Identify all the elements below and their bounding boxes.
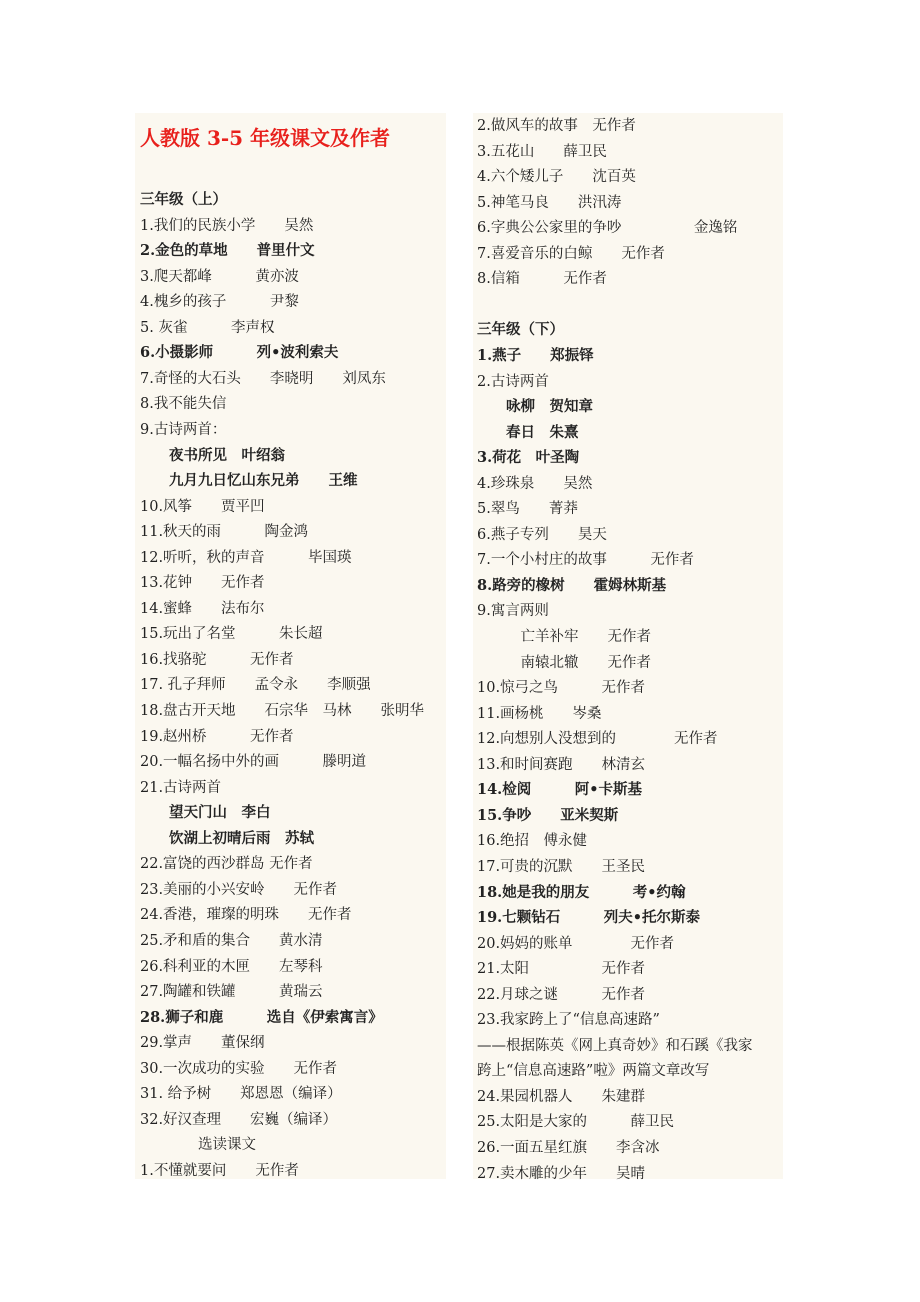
text-line: 8.路旁的橡树 霍姆林斯基 — [477, 576, 667, 594]
text-line: 17.可贵的沉默 王圣民 — [477, 858, 646, 875]
text-line: 望天门山 李白 — [140, 804, 271, 822]
text-line: 27.卖木雕的少年 吴晴 — [477, 1165, 646, 1182]
text-line: 5.神笔马良 洪汛涛 — [477, 194, 622, 211]
text-line: 29.掌声 董保纲 — [140, 1035, 265, 1052]
text-line: 12.听听，秋的声音 毕国瑛 — [140, 549, 352, 566]
text-line: 23.我家跨上了“信息高速路” — [477, 1012, 660, 1029]
text-line: 10.惊弓之鸟 无作者 — [477, 680, 646, 697]
text-line: 19.七颗钻石 列夫•托尔斯泰 — [477, 909, 700, 927]
text-line: 30.一次成功的实验 无作者 — [140, 1060, 338, 1077]
text-line: 咏柳 贺知章 — [477, 398, 593, 416]
text-line: 25.太阳是大家的 薛卫民 — [477, 1114, 675, 1131]
text-line: 2.做风车的故事 无作者 — [477, 118, 636, 134]
text-line: 3.荷花 叶圣陶 — [477, 449, 580, 467]
text-line: 18.她是我的朋友 考•约翰 — [477, 883, 686, 901]
text-line: 亡羊补牢 无作者 — [477, 629, 651, 645]
text-line: 14.蜜蜂 法布尔 — [140, 600, 265, 617]
text-line: 8.我不能失信 — [140, 396, 227, 413]
text-line: 13.花钟 无作者 — [140, 575, 265, 592]
text-line: 九月九日忆山东兄弟 王维 — [140, 472, 358, 490]
text-line: 9.寓言两则 — [477, 603, 549, 620]
text-line: 15.玩出了名堂 朱长超 — [140, 626, 323, 643]
text-line: 20.妈妈的账单 无作者 — [477, 935, 675, 952]
text-line: 跨上“信息高速路”啦》两篇文章改写 — [477, 1063, 710, 1080]
text-line: 10.风筝 贾平凹 — [140, 498, 265, 515]
text-line: 7.喜爱音乐的白鲸 无作者 — [477, 245, 665, 262]
text-line: 13.和时间赛跑 林清玄 — [477, 756, 646, 773]
text-line: 24.香港，璀璨的明珠 无作者 — [140, 907, 352, 924]
text-line: 1.我们的民族小学 吴然 — [140, 217, 314, 234]
section-heading: 三年级（上） — [140, 191, 227, 208]
text-line: 夜书所见 叶绍翁 — [140, 446, 285, 464]
text-line: 16.找骆驼 无作者 — [140, 651, 294, 668]
text-line: 7.一个小村庄的故事 无作者 — [477, 552, 694, 569]
text-line: 20.一幅名扬中外的画 滕明道 — [140, 754, 367, 771]
text-line: 22.富饶的西沙群岛 无作者 — [140, 856, 313, 873]
text-line: 4.槐乡的孩子 尹黎 — [140, 294, 299, 311]
text-line: 21.太阳 无作者 — [477, 961, 646, 978]
text-line: 2.古诗两首 — [477, 373, 549, 390]
text-line: 3.爬天都峰 黄亦波 — [140, 268, 299, 285]
text-line: ——根据陈英《网上真奇妙》和石蹊《我家 — [477, 1037, 753, 1054]
text-line: 6.燕子专列 昊天 — [477, 526, 607, 543]
text-line: 21.古诗两首 — [140, 779, 222, 796]
text-line: 2.金色的草地 普里什文 — [140, 242, 315, 260]
text-line: 15.争吵 亚米契斯 — [477, 806, 619, 824]
text-line: 饮湖上初晴后雨 苏轼 — [140, 829, 314, 847]
text-line: 16.绝招 傅永健 — [477, 833, 588, 850]
text-line: 12.向想别人没想到的 无作者 — [477, 731, 718, 748]
text-line: 25.矛和盾的集合 黄水清 — [140, 932, 323, 949]
text-line: 南辕北辙 无作者 — [477, 654, 651, 671]
text-line: 8.信箱 无作者 — [477, 271, 607, 288]
text-line: 28.狮子和鹿 选自《伊索寓言》 — [140, 1008, 383, 1026]
text-line: 5.翠鸟 菁莽 — [477, 501, 578, 518]
text-line: 27.陶罐和铁罐 黄瑞云 — [140, 984, 323, 1001]
text-line: 31. 给予树 郑恩恩（编译） — [140, 1086, 342, 1103]
text-line: 1.不懂就要问 无作者 — [140, 1162, 299, 1179]
text-line: 18.盘古开天地 石宗华 马林 张明华 — [140, 703, 425, 719]
text-line: 24.果园机器人 朱建群 — [477, 1088, 646, 1105]
text-line: 9.古诗两首： — [140, 421, 227, 438]
text-line: 22.月球之谜 无作者 — [477, 986, 646, 1003]
text-line: 选读课文 — [140, 1137, 256, 1154]
text-line: 6.小摄影师 列•波利索夫 — [140, 344, 339, 362]
text-line: 11.画杨桃 岑桑 — [477, 705, 602, 722]
text-line: 4.珍珠泉 吴然 — [477, 475, 593, 492]
text-line: 17. 孔子拜师 孟令永 李顺强 — [140, 677, 371, 694]
text-line: 6.字典公公家里的争吵 金逸铭 — [477, 220, 738, 237]
text-line: 32.好汉查理 宏巍（编译） — [140, 1111, 338, 1128]
text-line: 23.美丽的小兴安岭 无作者 — [140, 881, 338, 898]
section-heading: 三年级（下） — [477, 321, 564, 339]
text-line: 7.奇怪的大石头 李晓明 刘凤东 — [140, 370, 386, 387]
text-line: 14.检阅 阿•卡斯基 — [477, 781, 642, 799]
text-line: 春日 朱熹 — [477, 423, 579, 441]
text-line: 3.五花山 薛卫民 — [477, 143, 607, 160]
document-title: 人教版 3-5 年级课文及作者 — [140, 126, 391, 150]
text-line: 26.科利亚的木匣 左琴科 — [140, 958, 323, 975]
text-line: 11.秋天的雨 陶金鸿 — [140, 524, 309, 541]
text-line: 19.赵州桥 无作者 — [140, 728, 294, 745]
text-line: 5. 灰雀 李声权 — [140, 319, 275, 336]
text-line: 26.一面五星红旗 李含冰 — [477, 1140, 660, 1156]
text-line: 1.燕子 郑振铎 — [477, 346, 594, 364]
text-line: 4.六个矮儿子 沈百英 — [477, 169, 636, 186]
